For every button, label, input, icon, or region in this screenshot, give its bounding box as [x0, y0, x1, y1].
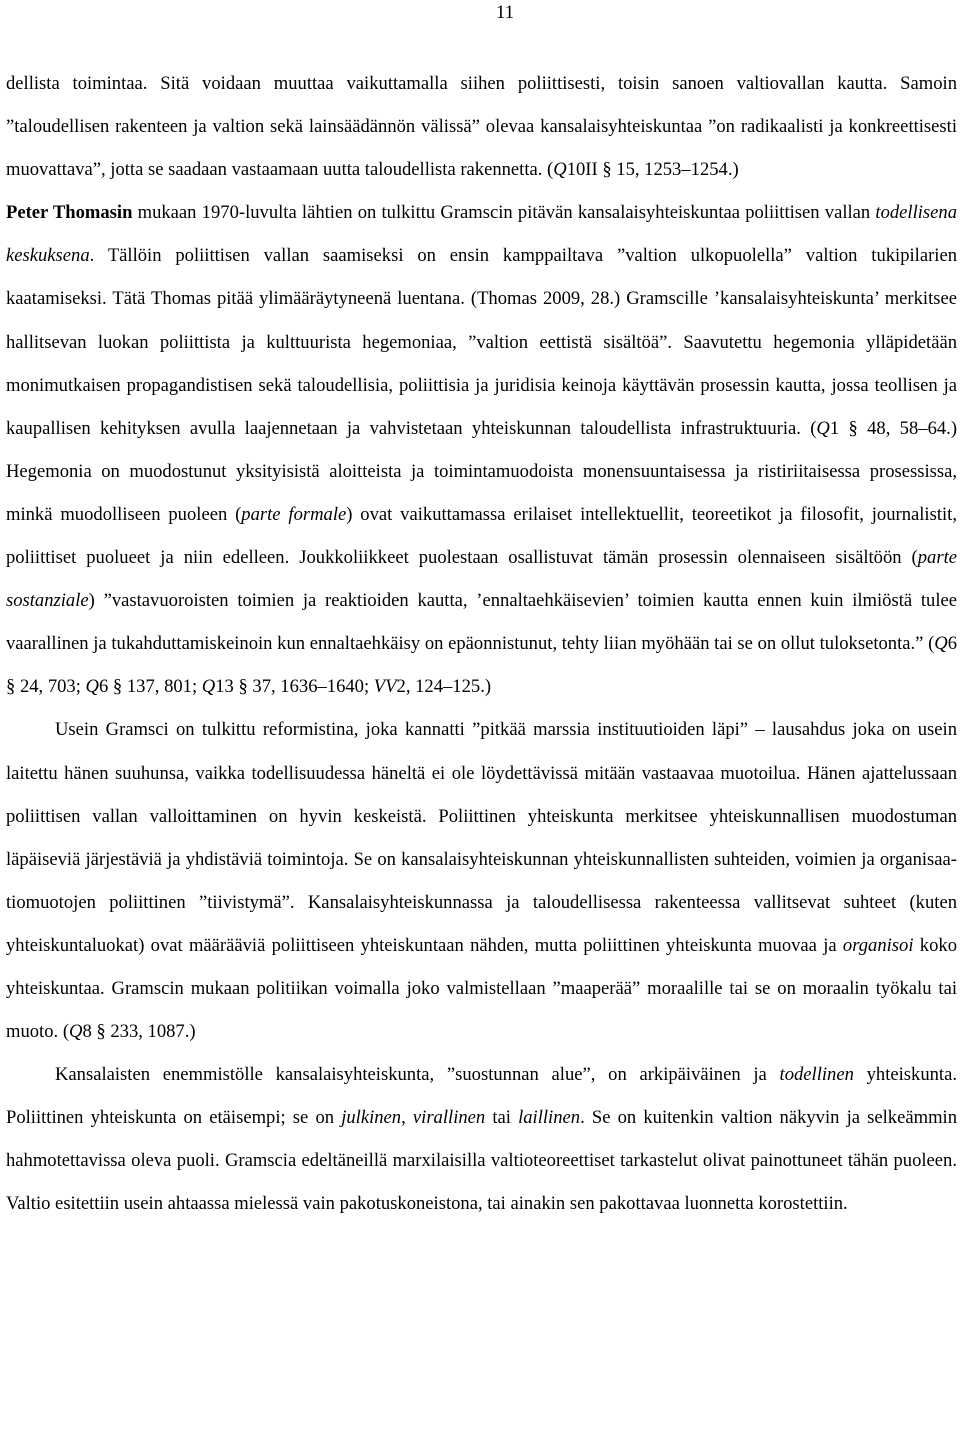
body-text — [6, 62, 957, 1226]
paragraph-2: Usein Gramsci on tulkittu reformistina, joka kannatti ”pitkää marssia instituutioiden läpi” – lausahdus joka on usein laitettu hänen suuhunsa, vaikka todellisuudessa häneltä ei ole löydettävissä mitään vastaavaa muotoilua. Hänen ajattelussaan poliittisen vallan valloittaminen on hyvin keskeistä. Poliittinen yhteiskunta merkitsee yhteiskunnallisen muodostuman läpäiseviä järjestäviä ja yhdistäviä toimintoja. Se on kansalaisyhteiskunnan yhteiskunnallisten suhteiden, voimien ja organisaatiomuotojen poliittinen ”tiivistymä”. Kansalaisyhteiskunnassa ja taloudellisessa rakenteessa vallitsevat suhteet (kuten yhteiskuntaluokat) ovat määrääviä poliittiseen yhteiskuntaan nähden, mutta poliittinen yhteiskunta muovaa ja organisoi koko yhteiskuntaa. Gramscin mukaan politiikan voimalla joko valmistellaan ”maaperää” moraalille tai se on moraalin työkalu tai muoto. (Q8 § 233, 1087.) — [6, 719, 957, 1043]
page-number: 11 — [495, 2, 515, 23]
paragraph-3: Kansalaisten enemmistölle kansalaisyhteiskunta, ”suostunnan alue”, on arkipäiväinen ja todellinen yhteiskunta. Poliittinen yhteiskunta on etäisempi; se on julkinen, virallinen tai laillinen. Se on kuitenkin valtion näkyvin ja selkeämmin hahmotettavissa oleva puoli. Gramscia edeltäneillä marxilaisilla valtioteoreettiset tarkastelut olivat painottuneet tähän puoleen. Valtio esitettiin usein ahtaassa mielessä vain pakotuskoneistona, tai ainakin sen pakottavaa luonnetta korostettiin. — [6, 1064, 957, 1215]
paragraph-1: dellista toimintaa. Sitä voidaan muuttaa vaikuttamalla siihen poliittisesti, toisin sanoen valtiovallan kautta. Samoin ”taloudellisen rakenteen ja valtion sekä lainsäädännön välissä” olevaa kansalaisyhteiskuntaa ”on radikaalisti ja konkreettisesti muovattava”, jotta se saadaan vastaamaan uutta taloudellista rakennetta. (Q10II § 15, 1253–1254.) Peter Thomasin mukaan 1970-luvulta lähtien on tulkittu Gramscin pitävän kansalaisyhteiskuntaa poliittisen vallan todellisena keskuksena. Tällöin poliittisen vallan saamiseksi on ensin kamppailtava ”valtion ulkopuolella” valtion tukipilarien kaatamiseksi. Tätä Thomas pitää ylimääräytyneenä luentana. (Thomas 2009, 28.) Gramscille ’kansalaisyhteiskunta’ merkitsee hallitsevan luokan poliittista ja kulttuurista hegemoniaa, ”valtion eettistä sisältöä”. Saavutettu hegemonia ylläpidetään monimutkaisen propagandistisen sekä taloudellisia, poliittisia ja juridisia keinoja käyttävän prosessin kautta, jossa teollisen ja kaupallisen kehityksen avulla laajennetaan ja vahvistetaan yhteiskunnan taloudellista infrastruktuuria. (Q1 § 48, 58–64.) Hegemonia on muodostunut yksityisistä aloitteista ja toimintamuodoista monensuuntaisessa ja ristiriitaisessa prosessissa, minkä muodolliseen puoleen (parte formale) ovat vaikuttamassa erilaiset intellektuellit, teoreetikot ja filosofit, journalistit, poliittiset puolueet ja niin edelleen. Joukkoliikkeet puolestaan osallistuvat tämän prosessin olennaiseen sisältöön (parte sostanziale) ”vastavuoroisten toimien ja reaktioiden kautta, ’ennaltaehkäisevien’ toimien kautta ennen kuin ilmiöstä tulee vaarallinen ja tukahduttamiskeinoin kun ennaltaehkäisy on epäonnistunut, tehty liian myöhään tai se on ollut tuloksetonta.” (Q6 § 24, 703; Q6 § 137, 801; Q13 § 37, 1636–1640; VV2, 124–125.) — [6, 73, 958, 698]
